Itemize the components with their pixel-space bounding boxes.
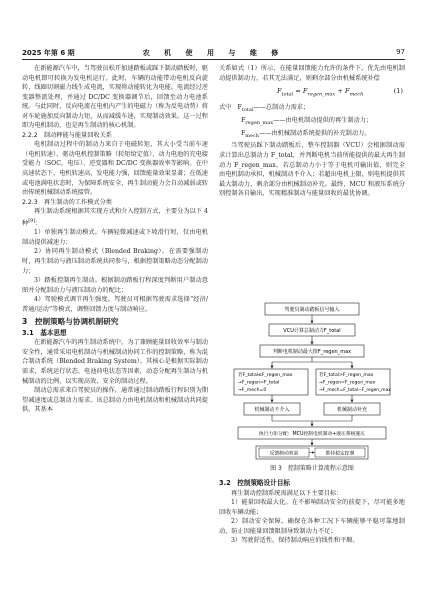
flow-case-right-line3: →F_mech=F_total−F_regen_max bbox=[319, 388, 391, 393]
flow-case-right-line1: 若F_total>F_regen_max bbox=[319, 373, 374, 378]
paragraph: 再生制动控制系统需满足以下主要目标： bbox=[231, 489, 343, 497]
list-item: 2）制动安全保障。确保在各种工况下车辆能够平稳可靠地制动，防止因能量回馈限制导致制动力不足； bbox=[219, 518, 405, 535]
paragraph: 再生制动系统根据其实现方式和介入控制方式，主要分为以下 4 种[9]： bbox=[22, 208, 208, 227]
list-item: 4）驾驶模式调节再生强度。驾驶员可根据驾驶需求选择“经济/普通/运动”等模式，调整回馈力度与制动响应。 bbox=[22, 296, 208, 313]
list-item: 2）协同再生制动模式（Blended Braking）。在需要强制动时，再生制动与液压制动系统共同参与，根据控制策略动态分配制动力； bbox=[22, 248, 208, 275]
paragraph: 在新能源汽车中，当驾驶员松开加速踏板或踩下制动踏板时，驱动电机即可转换为发电机运行。此时，车辆的动能带动电机反向旋转，线圈切割磁力线生成电流，实现将动能转化为电能。电流经过逆变器整流处理，并通过 DC/DC 变换器调节后，回馈至动力电池系统。与此同时，反向电流在电机内产生的电磁力（称为反电动势）将对车轮施加反向制动力矩，从而减缓车速，实现制动效果。这一过程即为电机制动，也是再生制动的核心机制。 bbox=[22, 65, 208, 130]
paragraph: 在新能源汽车的再生制动系统中，为了兼顾能量回收效率与制动安全性，通常采用电机制动与机械制动协同工作的控制策略，称为混合制动系统（Blended Braking System）。其核心是根据实际制动需求、系统运行状态、电池荷电状态等因素，动态分配再生制动与机械制动的比例，以实现高效、安全的制动过程。 bbox=[22, 339, 208, 385]
equation-1 bbox=[219, 83, 405, 103]
section-heading-3: 3 控制策略与协调机制研究 bbox=[22, 317, 119, 327]
symbol-definition: $F_{regen\_max}——$由电机制动提供的再生制动力； bbox=[241, 116, 373, 127]
flow-box-vcu-label: VCU计算总制动力F_total bbox=[283, 328, 341, 335]
flow-case-left-line1: 若F_total≤F_regen_max bbox=[238, 373, 293, 378]
section-heading-2-2-2: 2.2.2 制动释能与能量回收关系 bbox=[22, 131, 112, 139]
section-heading-3-2: 3.2 控制策略设计目标 bbox=[219, 479, 291, 487]
flow-box-execute-label: 执行力矩分配：MCU控制电机制动+液压系统施压 bbox=[258, 432, 366, 438]
flowchart-figure bbox=[232, 301, 392, 461]
paragraph: 关系如式（1）所示，在能量回馈能力允许的条件下，优先由电机制动提供制动力，若其无法满足，则剩余部分由机械系统补偿 bbox=[219, 65, 405, 82]
header-rule bbox=[22, 59, 405, 60]
list-item: 3）踏板控制再生制动。根据制动踏板行程深度判断用户制动意图并分配制动力与液压制动力的配比； bbox=[22, 277, 208, 294]
flow-case-left-line2: →F_regen=F_total bbox=[238, 380, 280, 386]
flow-box-stable-label: 维持稳定控制 bbox=[325, 451, 355, 457]
equation-number: (1) bbox=[393, 87, 403, 96]
flow-case-left-line3: →F_mech=0 bbox=[238, 388, 267, 393]
flow-box-input-label: 驾驶员制动踏板信号输入 bbox=[284, 307, 340, 314]
right-column-bottom bbox=[219, 478, 405, 546]
journal-title: 农 机 使 用 与 维 修 bbox=[142, 48, 285, 57]
list-item: 3）驾驶舒适性。保持制动响应的线性和平顺。 bbox=[231, 537, 359, 545]
symbol-definition: 式中 $F_{total}——$总制动力需求； bbox=[219, 104, 310, 114]
left-column bbox=[22, 64, 208, 415]
flow-box-feedback-label: 反馈制动效果 bbox=[269, 451, 299, 457]
section-heading-2-2-3: 2.2.3 再生制动的工作模式分类 bbox=[22, 198, 112, 206]
flow-box-judge-label: 判断电机制动最大值F_regen_max bbox=[272, 349, 352, 356]
section-heading-3-1: 3.1 基本思想 bbox=[22, 328, 67, 337]
paragraph: 当驾驶员踩下制动踏板后，整车控制器（VCU）会根据制动需求计算出总制动力 F_total，并判断电机当前所能提供的最大再生制动力 F_regen_max。若总制动力小于等于电机可输出值，则完全由电机制动承担，机械制动不介入；若超出电机上限，则电机提供其最大制动力，剩余部分由机械制动补充。最终，MCU 和液压系统分别控制各自输出，实现精准制动与能量回收的最优协调。 bbox=[219, 142, 405, 198]
symbol-definition: $F_{mech}——$由机械制动系统提供的补充制动力。 bbox=[241, 129, 371, 139]
equation-body: $F_{total} = F_{regen\_max} + F_{mech}$ bbox=[277, 87, 364, 98]
figure-caption: 图 3 控制策略计算流程示意图 bbox=[270, 465, 354, 472]
list-item: 1）能量回收最大化。在不影响制动安全的前提下，尽可能多地回收车辆动能； bbox=[219, 499, 405, 516]
right-column bbox=[219, 64, 405, 199]
paragraph: 电机制动过程中的制动力来自于电磁转矩，其大小受当前车速（电机转速）、驱动电机控制策略（转矩给定值）、动力电池的充电接受能力（SOC，电压）、逆变器和 DC/DC 变换器效率等影响。在中高速状态下，电机转速高，发电能力强，回馈能量效果显著；在低速或电池满电状态时，为保障系统安全，再生制动能力会自动减弱或转由传统机械制动系统接管。 bbox=[22, 141, 208, 197]
issue-label: 2025 年第 6 期 bbox=[22, 49, 75, 57]
flow-box-mech-none-label: 机械制动不介入 bbox=[254, 407, 290, 414]
citation: [9] bbox=[28, 217, 36, 224]
page-number: 97 bbox=[396, 48, 405, 56]
paragraph: 制动总需求来自驾驶员的操作，通常通过制动踏板行程识别为期望减速度或总制动力需求。该总制动力由电机制动和机械制动共同提供，其基本 bbox=[22, 387, 208, 414]
list-item: 1）单独再生制动模式。车辆轻微减速或下坡滑行时，仅由电机制动提供减速力； bbox=[22, 229, 208, 246]
flow-case-right-line2: →F_regen=F_regen_max bbox=[319, 380, 376, 386]
flow-box-mech-supp-label: 机械制动补充 bbox=[336, 407, 368, 414]
